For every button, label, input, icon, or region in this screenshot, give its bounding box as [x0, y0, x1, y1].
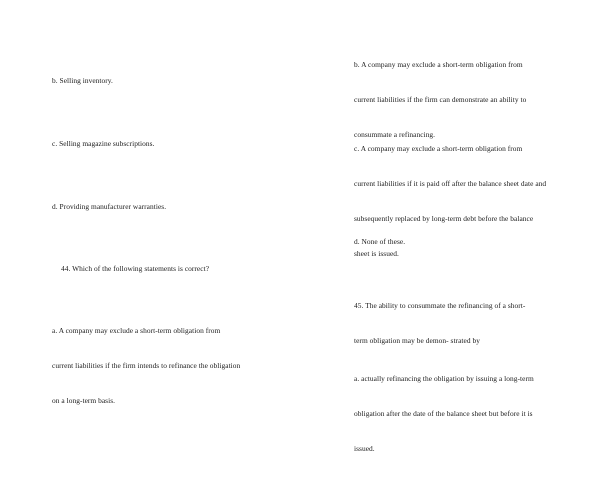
text-line: current liabilities if it is paid off after the balance sheet date and [354, 178, 547, 188]
text-line: 45. The ability to consummate the refinancing of a short- [354, 301, 526, 311]
text-line: c. A company may exclude a short-term obligation from [354, 144, 523, 154]
q44-answer-d [354, 213, 405, 271]
q44-answer-a [52, 302, 240, 430]
text-line: consummate a refinancing. [354, 129, 436, 139]
option-d-providing-warranties [52, 178, 166, 236]
q45-answer-a [354, 350, 534, 478]
text-line: b. A company may exclude a short-term obligation from [354, 60, 523, 70]
text-line: issued. [354, 443, 375, 453]
text-line: c. Selling magazine subscriptions. [52, 139, 155, 149]
text-line: current liabilities if the firm intends to refinance the obligation [52, 360, 241, 370]
question-44 [61, 240, 209, 298]
option-b-selling-inventory [52, 52, 113, 110]
text-line: d. None of these. [354, 237, 406, 247]
text-line: current liabilities if the firm can demonstrate an ability to [354, 94, 527, 104]
text-line: b. Selling inventory. [52, 76, 113, 86]
text-line: subsequently replaced by long-term debt before the balance [354, 213, 534, 223]
text-line: obligation after the date of the balance sheet but before it is [354, 408, 533, 418]
text-line: term obligation may be demon- strated by [354, 335, 480, 345]
text-line: on a long-term basis. [52, 395, 116, 405]
text-line: sheet is issued. [354, 248, 399, 258]
text-line: a. A company may exclude a short-term obligation from [52, 326, 221, 336]
text-line: 44. Which of the following statements is correct? [61, 264, 210, 274]
text-line: a. actually refinancing the obligation by issuing a long-term [354, 374, 534, 384]
option-c-selling-magazine-subscriptions [52, 115, 154, 173]
text-line: d. Providing manufacturer warranties. [52, 202, 167, 212]
